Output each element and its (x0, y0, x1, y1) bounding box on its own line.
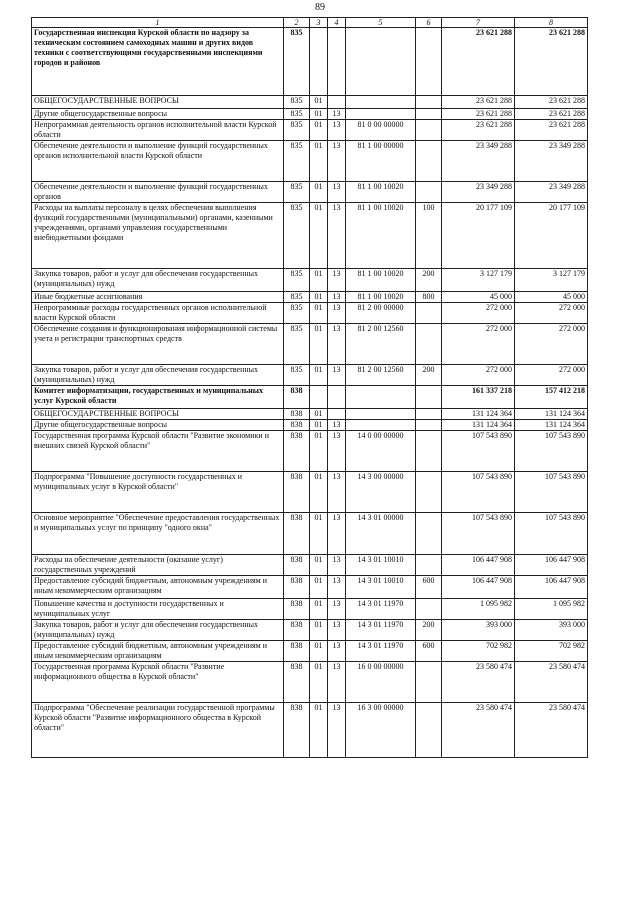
ministry-code-cell: 838 (284, 599, 310, 620)
header-cell: 8 (515, 18, 588, 28)
section-code-cell: 01 (310, 269, 328, 292)
row-name-cell: Расходы на выплаты персоналу в целях обеспечения выполнения функций государственными (муниципальными) органами, казенными учреждениями, органами управления государственными внебюджетными фондами (32, 203, 284, 269)
target-article-cell (346, 28, 416, 96)
expense-type-cell: 600 (416, 576, 442, 599)
table-row (32, 96, 588, 109)
section-code-cell: 01 (310, 620, 328, 641)
ministry-code-cell: 838 (284, 555, 310, 576)
subsection-code-cell: 13 (328, 203, 346, 269)
ministry-code-cell: 835 (284, 120, 310, 141)
ministry-code-cell: 838 (284, 576, 310, 599)
expense-type-cell (416, 109, 442, 120)
expense-type-cell (416, 28, 442, 96)
amount-year2-cell: 23 621 288 (515, 96, 588, 109)
amount-year1-cell: 272 000 (442, 365, 515, 386)
amount-year2-cell: 20 177 109 (515, 203, 588, 269)
subsection-code-cell: 13 (328, 703, 346, 758)
row-name-cell: Расходы на обеспечение деятельности (оказание услуг) государственных учреждений (32, 555, 284, 576)
target-article-cell: 81 1 00 10020 (346, 182, 416, 203)
target-article-cell: 81 1 00 10020 (346, 292, 416, 303)
section-code-cell: 01 (310, 324, 328, 365)
header-cell: 3 (310, 18, 328, 28)
row-name-cell: Предоставление субсидий бюджетным, автономным учреждениям и иным некоммерческим организациям (32, 576, 284, 599)
section-code-cell: 01 (310, 599, 328, 620)
subsection-code-cell: 13 (328, 420, 346, 431)
subsection-code-cell: 13 (328, 431, 346, 472)
amount-year2-cell: 272 000 (515, 365, 588, 386)
expense-type-cell (416, 141, 442, 182)
row-name-cell: Другие общегосударственные вопросы (32, 420, 284, 431)
table-row (32, 472, 588, 513)
amount-year1-cell: 107 543 890 (442, 472, 515, 513)
amount-year2-cell: 702 982 (515, 641, 588, 662)
subsection-code-cell: 13 (328, 109, 346, 120)
section-code-cell: 01 (310, 109, 328, 120)
header-row (32, 18, 588, 28)
table-row (32, 386, 588, 409)
ministry-code-cell: 838 (284, 409, 310, 420)
expense-type-cell: 200 (416, 269, 442, 292)
ministry-code-cell: 838 (284, 703, 310, 758)
target-article-cell: 16 3 00 00000 (346, 703, 416, 758)
row-name-cell: Закупка товаров, работ и услуг для обеспечения государственных (муниципальных) нужд (32, 269, 284, 292)
expense-type-cell (416, 662, 442, 703)
subsection-code-cell: 13 (328, 365, 346, 386)
subsection-code-cell: 13 (328, 641, 346, 662)
expense-type-cell (416, 120, 442, 141)
section-code-cell: 01 (310, 203, 328, 269)
amount-year1-cell: 106 447 908 (442, 555, 515, 576)
amount-year2-cell: 23 349 288 (515, 141, 588, 182)
amount-year2-cell: 157 412 218 (515, 386, 588, 409)
section-code-cell: 01 (310, 96, 328, 109)
row-name-cell: ОБЩЕГОСУДАРСТВЕННЫЕ ВОПРОСЫ (32, 409, 284, 420)
target-article-cell: 14 3 01 11970 (346, 641, 416, 662)
amount-year1-cell: 393 000 (442, 620, 515, 641)
expense-type-cell (416, 703, 442, 758)
expense-type-cell (416, 599, 442, 620)
section-code-cell (310, 28, 328, 96)
amount-year2-cell: 107 543 890 (515, 431, 588, 472)
amount-year1-cell: 45 000 (442, 292, 515, 303)
amount-year2-cell: 45 000 (515, 292, 588, 303)
row-name-cell: Непрограммная деятельность органов исполнительной власти Курской области (32, 120, 284, 141)
subsection-code-cell (328, 28, 346, 96)
target-article-cell: 81 1 00 10020 (346, 269, 416, 292)
amount-year2-cell: 131 124 364 (515, 420, 588, 431)
row-name-cell: Подпрограмма "Повышение доступности государственных и муниципальных услуг в Курской области" (32, 472, 284, 513)
row-name-cell: Подпрограмма "Обеспечение реализации государственной программы Курской области "Развитие информационного общества в Курской области" (32, 703, 284, 758)
ministry-code-cell: 835 (284, 203, 310, 269)
target-article-cell: 81 2 00 12560 (346, 365, 416, 386)
row-name-cell: Обеспечение деятельности и выполнение функций государственных органов (32, 182, 284, 203)
amount-year2-cell: 3 127 179 (515, 269, 588, 292)
amount-year1-cell: 20 177 109 (442, 203, 515, 269)
ministry-code-cell: 838 (284, 386, 310, 409)
subsection-code-cell (328, 386, 346, 409)
target-article-cell: 14 3 00 00000 (346, 472, 416, 513)
amount-year1-cell: 131 124 364 (442, 420, 515, 431)
table-row (32, 599, 588, 620)
row-name-cell: Закупка товаров, работ и услуг для обеспечения государственных (муниципальных) нужд (32, 365, 284, 386)
ministry-code-cell: 838 (284, 662, 310, 703)
amount-year2-cell: 131 124 364 (515, 409, 588, 420)
table-row (32, 203, 588, 269)
subsection-code-cell: 13 (328, 576, 346, 599)
target-article-cell: 81 0 00 00000 (346, 120, 416, 141)
subsection-code-cell (328, 96, 346, 109)
ministry-code-cell: 835 (284, 365, 310, 386)
subsection-code-cell: 13 (328, 620, 346, 641)
target-article-cell: 81 1 00 10020 (346, 203, 416, 269)
amount-year2-cell: 1 095 982 (515, 599, 588, 620)
amount-year1-cell: 106 447 908 (442, 576, 515, 599)
section-code-cell: 01 (310, 555, 328, 576)
expense-type-cell (416, 182, 442, 203)
table-row (32, 292, 588, 303)
expense-type-cell (416, 472, 442, 513)
table-row (32, 576, 588, 599)
row-name-cell: Обеспечение создания и функционирования информационной системы учета и регистрации транспортных средств (32, 324, 284, 365)
amount-year2-cell: 23 621 288 (515, 109, 588, 120)
ministry-code-cell: 835 (284, 28, 310, 96)
table-row (32, 431, 588, 472)
target-article-cell (346, 109, 416, 120)
ministry-code-cell: 835 (284, 292, 310, 303)
row-name-cell: Закупка товаров, работ и услуг для обеспечения государственных (муниципальных) нужд (32, 620, 284, 641)
ministry-code-cell: 835 (284, 141, 310, 182)
ministry-code-cell: 838 (284, 641, 310, 662)
subsection-code-cell: 13 (328, 292, 346, 303)
table-row (32, 120, 588, 141)
target-article-cell: 14 3 01 00000 (346, 513, 416, 555)
header-cell: 2 (284, 18, 310, 28)
amount-year1-cell: 23 621 288 (442, 109, 515, 120)
amount-year1-cell: 23 621 288 (442, 28, 515, 96)
table-row (32, 109, 588, 120)
row-name-cell: Иные бюджетные ассигнования (32, 292, 284, 303)
target-article-cell: 14 0 00 00000 (346, 431, 416, 472)
table-row (32, 303, 588, 324)
amount-year1-cell: 161 337 218 (442, 386, 515, 409)
table-row (32, 513, 588, 555)
subsection-code-cell: 13 (328, 141, 346, 182)
amount-year2-cell: 393 000 (515, 620, 588, 641)
table-row (32, 28, 588, 96)
header-cell: 5 (346, 18, 416, 28)
row-name-cell: Другие общегосударственные вопросы (32, 109, 284, 120)
target-article-cell: 14 3 01 10010 (346, 576, 416, 599)
expense-type-cell (416, 303, 442, 324)
section-code-cell: 01 (310, 431, 328, 472)
table-row (32, 409, 588, 420)
amount-year2-cell: 23 349 288 (515, 182, 588, 203)
ministry-code-cell: 838 (284, 420, 310, 431)
expense-type-cell (416, 513, 442, 555)
header-cell: 7 (442, 18, 515, 28)
expense-type-cell: 800 (416, 292, 442, 303)
target-article-cell: 14 3 01 10010 (346, 555, 416, 576)
header-cell: 1 (32, 18, 284, 28)
table-row (32, 141, 588, 182)
ministry-code-cell: 835 (284, 324, 310, 365)
budget-table (31, 17, 588, 758)
row-name-cell: ОБЩЕГОСУДАРСТВЕННЫЕ ВОПРОСЫ (32, 96, 284, 109)
target-article-cell: 81 2 00 00000 (346, 303, 416, 324)
amount-year1-cell: 1 095 982 (442, 599, 515, 620)
amount-year1-cell: 23 349 288 (442, 141, 515, 182)
amount-year1-cell: 23 580 474 (442, 662, 515, 703)
section-code-cell: 01 (310, 141, 328, 182)
section-code-cell: 01 (310, 641, 328, 662)
table-row (32, 269, 588, 292)
ministry-code-cell: 838 (284, 431, 310, 472)
section-code-cell: 01 (310, 576, 328, 599)
table-row (32, 182, 588, 203)
amount-year2-cell: 272 000 (515, 303, 588, 324)
section-code-cell: 01 (310, 120, 328, 141)
header-cell: 6 (416, 18, 442, 28)
target-article-cell (346, 420, 416, 431)
table-row (32, 703, 588, 758)
target-article-cell (346, 409, 416, 420)
expense-type-cell: 200 (416, 365, 442, 386)
amount-year1-cell: 23 580 474 (442, 703, 515, 758)
amount-year1-cell: 23 621 288 (442, 96, 515, 109)
amount-year2-cell: 106 447 908 (515, 576, 588, 599)
amount-year2-cell: 106 447 908 (515, 555, 588, 576)
row-name-cell: Государственная инспекция Курской области по надзору за техническим состоянием самоходных машин и других видов техники с соответствующими государственными инспекциями городов и районов (32, 28, 284, 96)
section-code-cell (310, 386, 328, 409)
subsection-code-cell: 13 (328, 182, 346, 203)
ministry-code-cell: 835 (284, 96, 310, 109)
section-code-cell: 01 (310, 303, 328, 324)
section-code-cell: 01 (310, 182, 328, 203)
ministry-code-cell: 835 (284, 182, 310, 203)
table-row (32, 641, 588, 662)
subsection-code-cell: 13 (328, 269, 346, 292)
ministry-code-cell: 838 (284, 513, 310, 555)
section-code-cell: 01 (310, 703, 328, 758)
amount-year2-cell: 23 580 474 (515, 662, 588, 703)
ministry-code-cell: 835 (284, 109, 310, 120)
amount-year1-cell: 272 000 (442, 324, 515, 365)
table-row (32, 324, 588, 365)
subsection-code-cell: 13 (328, 555, 346, 576)
row-name-cell: Непрограммные расходы государственных органов исполнительной власти Курской области (32, 303, 284, 324)
section-code-cell: 01 (310, 409, 328, 420)
amount-year2-cell: 23 621 288 (515, 120, 588, 141)
section-code-cell: 01 (310, 365, 328, 386)
subsection-code-cell: 13 (328, 662, 346, 703)
ministry-code-cell: 838 (284, 620, 310, 641)
amount-year1-cell: 107 543 890 (442, 513, 515, 555)
row-name-cell: Основное мероприятие "Обеспечение предоставления государственных и муниципальных услуг по принципу "одного окна" (32, 513, 284, 555)
expense-type-cell (416, 386, 442, 409)
amount-year2-cell: 272 000 (515, 324, 588, 365)
subsection-code-cell: 13 (328, 303, 346, 324)
row-name-cell: Повышение качества и доступности государственных и муниципальных услуг (32, 599, 284, 620)
amount-year2-cell: 107 543 890 (515, 472, 588, 513)
expense-type-cell (416, 96, 442, 109)
page-number: 89 (315, 2, 325, 13)
table-row (32, 365, 588, 386)
subsection-code-cell: 13 (328, 120, 346, 141)
target-article-cell: 14 3 01 11970 (346, 620, 416, 641)
expense-type-cell: 200 (416, 620, 442, 641)
ministry-code-cell: 835 (284, 303, 310, 324)
amount-year1-cell: 131 124 364 (442, 409, 515, 420)
section-code-cell: 01 (310, 292, 328, 303)
row-name-cell: Комитет информатизации, государственных и муниципальных услуг Курской области (32, 386, 284, 409)
amount-year1-cell: 23 349 288 (442, 182, 515, 203)
row-name-cell: Государственная программа Курской области "Развитие информационного общества в Курской области" (32, 662, 284, 703)
target-article-cell (346, 96, 416, 109)
table-row (32, 420, 588, 431)
ministry-code-cell: 835 (284, 269, 310, 292)
table-row (32, 620, 588, 641)
expense-type-cell: 600 (416, 641, 442, 662)
subsection-code-cell: 13 (328, 599, 346, 620)
section-code-cell: 01 (310, 662, 328, 703)
expense-type-cell (416, 324, 442, 365)
section-code-cell: 01 (310, 420, 328, 431)
target-article-cell (346, 386, 416, 409)
header-cell: 4 (328, 18, 346, 28)
amount-year1-cell: 3 127 179 (442, 269, 515, 292)
amount-year1-cell: 107 543 890 (442, 431, 515, 472)
amount-year1-cell: 272 000 (442, 303, 515, 324)
subsection-code-cell: 13 (328, 472, 346, 513)
amount-year1-cell: 702 982 (442, 641, 515, 662)
amount-year2-cell: 23 580 474 (515, 703, 588, 758)
target-article-cell: 81 1 00 00000 (346, 141, 416, 182)
ministry-code-cell: 838 (284, 472, 310, 513)
amount-year2-cell: 23 621 288 (515, 28, 588, 96)
row-name-cell: Государственная программа Курской области "Развитие экономики и внешних связей Курской области" (32, 431, 284, 472)
target-article-cell: 81 2 00 12560 (346, 324, 416, 365)
target-article-cell: 16 0 00 00000 (346, 662, 416, 703)
section-code-cell: 01 (310, 472, 328, 513)
target-article-cell: 14 3 01 11970 (346, 599, 416, 620)
expense-type-cell (416, 555, 442, 576)
table-row (32, 555, 588, 576)
amount-year1-cell: 23 621 288 (442, 120, 515, 141)
table-row (32, 662, 588, 703)
expense-type-cell: 100 (416, 203, 442, 269)
row-name-cell: Обеспечение деятельности и выполнение функций государственных органов исполнительной власти Курской области (32, 141, 284, 182)
row-name-cell: Предоставление субсидий бюджетным, автономным учреждениям и иным некоммерческим организациям (32, 641, 284, 662)
expense-type-cell (416, 431, 442, 472)
expense-type-cell (416, 409, 442, 420)
section-code-cell: 01 (310, 513, 328, 555)
subsection-code-cell: 13 (328, 513, 346, 555)
subsection-code-cell (328, 409, 346, 420)
subsection-code-cell: 13 (328, 324, 346, 365)
amount-year2-cell: 107 543 890 (515, 513, 588, 555)
expense-type-cell (416, 420, 442, 431)
